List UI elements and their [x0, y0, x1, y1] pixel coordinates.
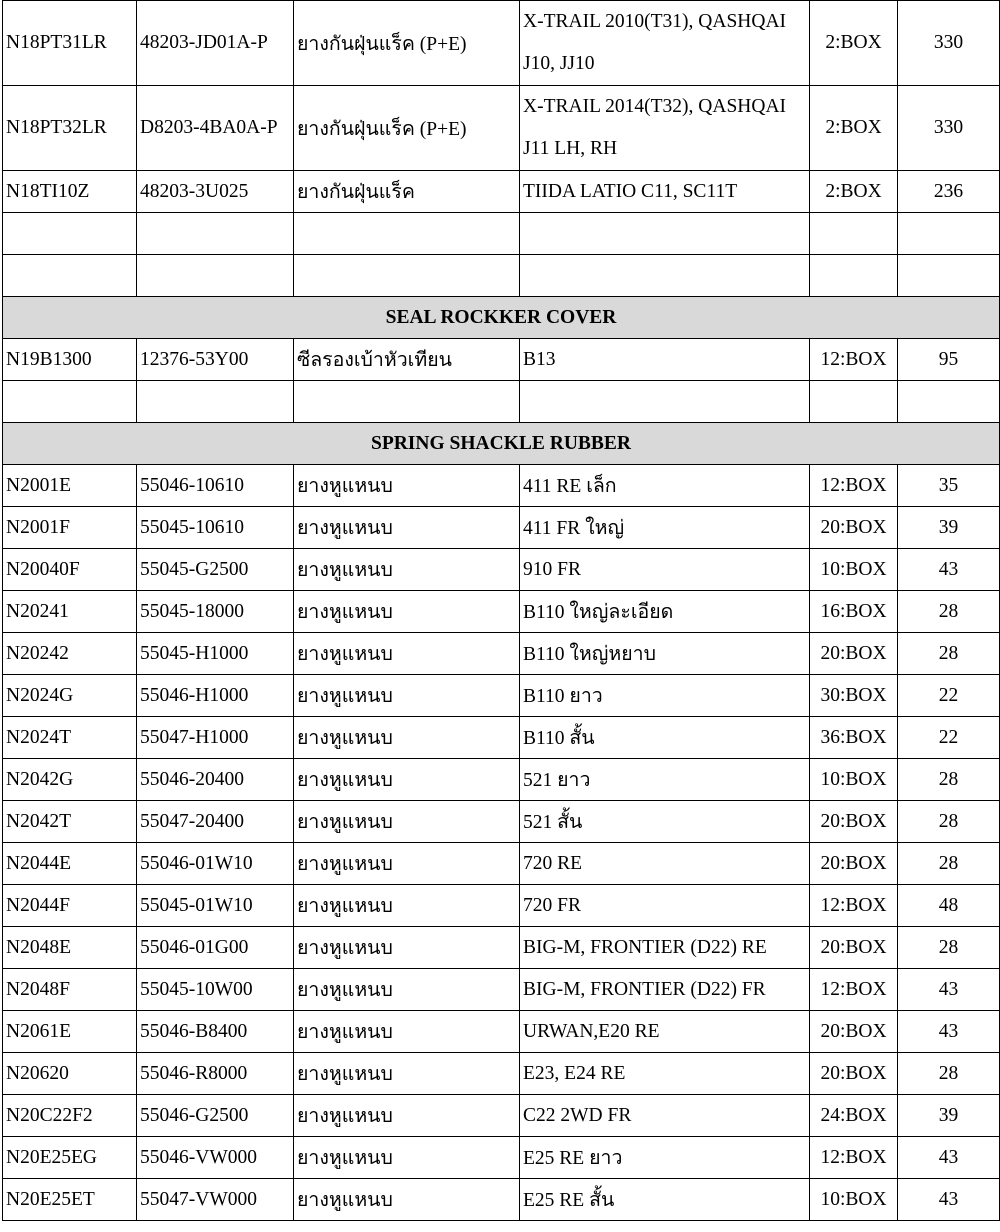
pack-qty-cell: 20:BOX — [810, 843, 898, 885]
part-number-cell: 55045-10610 — [137, 507, 294, 549]
table-row — [3, 339, 1000, 381]
price-cell: 236 — [898, 171, 1000, 213]
part-number-cell: 55047-VW000 — [137, 1179, 294, 1221]
pack-qty-cell: 20:BOX — [810, 1011, 898, 1053]
price-cell: 48 — [898, 885, 1000, 927]
part-code-cell: N18PT32LR — [3, 86, 137, 171]
price-cell: 43 — [898, 969, 1000, 1011]
part-code-cell — [3, 213, 137, 255]
table-row — [3, 969, 1000, 1011]
price-cell: 39 — [898, 1095, 1000, 1137]
part-number-cell: 55046-B8400 — [137, 1011, 294, 1053]
pack-qty-cell: 20:BOX — [810, 1053, 898, 1095]
part-number-cell: D8203-4BA0A-P — [137, 86, 294, 171]
part-number-cell: 12376-53Y00 — [137, 339, 294, 381]
pack-qty-cell: 20:BOX — [810, 801, 898, 843]
part-code-cell: N18PT31LR — [3, 1, 137, 86]
table-row — [3, 1, 1000, 86]
description-cell: ซีลรองเบ้าหัวเทียน — [294, 339, 520, 381]
price-cell: 39 — [898, 507, 1000, 549]
part-code-cell: N2042G — [3, 759, 137, 801]
model-cell: 910 FR — [520, 549, 810, 591]
pack-qty-cell: 20:BOX — [810, 507, 898, 549]
model-cell: BIG-M, FRONTIER (D22) RE — [520, 927, 810, 969]
description-cell: ยางหูแหนบ — [294, 717, 520, 759]
part-number-cell: 55045-G2500 — [137, 549, 294, 591]
description-cell: ยางหูแหนบ — [294, 927, 520, 969]
table-row — [3, 465, 1000, 507]
part-number-cell: 48203-3U025 — [137, 171, 294, 213]
part-code-cell — [3, 255, 137, 297]
part-number-cell: 55046-H1000 — [137, 675, 294, 717]
pack-qty-cell: 16:BOX — [810, 591, 898, 633]
part-code-cell: N18TI10Z — [3, 171, 137, 213]
empty-table-row — [3, 255, 1000, 297]
description-cell: ยางหูแหนบ — [294, 549, 520, 591]
model-cell: E25 RE ยาว — [520, 1137, 810, 1179]
pack-qty-cell: 36:BOX — [810, 717, 898, 759]
model-cell: BIG-M, FRONTIER (D22) FR — [520, 969, 810, 1011]
pack-qty-cell — [810, 381, 898, 423]
price-cell — [898, 213, 1000, 255]
table-row — [3, 885, 1000, 927]
part-number-cell: 55047-H1000 — [137, 717, 294, 759]
part-number-cell: 55046-20400 — [137, 759, 294, 801]
pack-qty-cell: 12:BOX — [810, 339, 898, 381]
price-cell: 330 — [898, 86, 1000, 171]
part-code-cell: N2001F — [3, 507, 137, 549]
description-cell: ยางหูแหนบ — [294, 675, 520, 717]
part-code-cell — [3, 381, 137, 423]
part-code-cell: N20040F — [3, 549, 137, 591]
description-cell: ยางหูแหนบ — [294, 507, 520, 549]
model-cell — [520, 381, 810, 423]
pack-qty-cell: 10:BOX — [810, 549, 898, 591]
part-number-cell: 55045-01W10 — [137, 885, 294, 927]
part-number-cell: 55047-20400 — [137, 801, 294, 843]
part-code-cell: N20C22F2 — [3, 1095, 137, 1137]
table-row — [3, 1095, 1000, 1137]
pack-qty-cell: 10:BOX — [810, 1179, 898, 1221]
section-title: SPRING SHACKLE RUBBER — [3, 423, 1000, 465]
parts-price-table — [2, 0, 1000, 1221]
table-row — [3, 843, 1000, 885]
price-cell: 22 — [898, 717, 1000, 759]
part-number-cell — [137, 381, 294, 423]
description-cell: ยางกันฝุ่นแร็ค (P+E) — [294, 86, 520, 171]
price-cell: 28 — [898, 1053, 1000, 1095]
model-cell: C22 2WD FR — [520, 1095, 810, 1137]
pack-qty-cell: 12:BOX — [810, 465, 898, 507]
part-code-cell: N2024G — [3, 675, 137, 717]
part-code-cell: N20620 — [3, 1053, 137, 1095]
pack-qty-cell: 20:BOX — [810, 633, 898, 675]
parts-table-body — [3, 1, 1000, 1221]
description-cell: ยางหูแหนบ — [294, 1011, 520, 1053]
part-code-cell: N20E25EG — [3, 1137, 137, 1179]
price-cell: 28 — [898, 591, 1000, 633]
pack-qty-cell: 2:BOX — [810, 1, 898, 86]
model-cell: 521 ยาว — [520, 759, 810, 801]
model-cell: B110 ยาว — [520, 675, 810, 717]
table-row — [3, 1011, 1000, 1053]
part-code-cell: N20242 — [3, 633, 137, 675]
part-code-cell: N2001E — [3, 465, 137, 507]
model-cell: 720 RE — [520, 843, 810, 885]
description-cell — [294, 255, 520, 297]
description-cell: ยางหูแหนบ — [294, 885, 520, 927]
model-cell: B110 ใหญ่หยาบ — [520, 633, 810, 675]
part-code-cell: N19B1300 — [3, 339, 137, 381]
model-cell: X-TRAIL 2014(T32), QASHQAI J11 LH, RH — [520, 86, 810, 171]
price-cell: 28 — [898, 759, 1000, 801]
price-cell: 35 — [898, 465, 1000, 507]
description-cell: ยางหูแหนบ — [294, 1137, 520, 1179]
price-cell: 43 — [898, 1137, 1000, 1179]
description-cell — [294, 381, 520, 423]
part-code-cell: N2042T — [3, 801, 137, 843]
empty-table-row — [3, 381, 1000, 423]
price-cell: 43 — [898, 549, 1000, 591]
table-row — [3, 801, 1000, 843]
part-code-cell: N20E25ET — [3, 1179, 137, 1221]
model-cell: E25 RE สั้น — [520, 1179, 810, 1221]
table-row — [3, 507, 1000, 549]
description-cell: ยางหูแหนบ — [294, 591, 520, 633]
part-number-cell: 55046-10610 — [137, 465, 294, 507]
part-number-cell: 55046-01G00 — [137, 927, 294, 969]
description-cell: ยางหูแหนบ — [294, 1179, 520, 1221]
table-row — [3, 1053, 1000, 1095]
price-cell: 28 — [898, 633, 1000, 675]
model-cell: B13 — [520, 339, 810, 381]
pack-qty-cell: 2:BOX — [810, 171, 898, 213]
description-cell: ยางหูแหนบ — [294, 969, 520, 1011]
part-code-cell: N2048F — [3, 969, 137, 1011]
model-cell: B110 ใหญ่ละเอียด — [520, 591, 810, 633]
price-cell: 28 — [898, 927, 1000, 969]
price-cell — [898, 381, 1000, 423]
pack-qty-cell — [810, 213, 898, 255]
description-cell: ยางหูแหนบ — [294, 759, 520, 801]
price-cell: 95 — [898, 339, 1000, 381]
part-code-cell: N2048E — [3, 927, 137, 969]
part-code-cell: N2044F — [3, 885, 137, 927]
table-row — [3, 633, 1000, 675]
description-cell: ยางกันฝุ่นแร็ค — [294, 171, 520, 213]
table-row — [3, 591, 1000, 633]
part-number-cell: 55046-R8000 — [137, 1053, 294, 1095]
part-code-cell: N2061E — [3, 1011, 137, 1053]
price-cell — [898, 255, 1000, 297]
table-row — [3, 549, 1000, 591]
description-cell: ยางหูแหนบ — [294, 633, 520, 675]
pack-qty-cell: 12:BOX — [810, 1137, 898, 1179]
pack-qty-cell: 30:BOX — [810, 675, 898, 717]
table-row — [3, 717, 1000, 759]
table-row — [3, 86, 1000, 171]
model-cell — [520, 255, 810, 297]
part-number-cell — [137, 213, 294, 255]
description-cell — [294, 213, 520, 255]
part-number-cell: 55045-18000 — [137, 591, 294, 633]
price-cell: 330 — [898, 1, 1000, 86]
description-cell: ยางหูแหนบ — [294, 843, 520, 885]
pack-qty-cell: 10:BOX — [810, 759, 898, 801]
section-header-row — [3, 297, 1000, 339]
pack-qty-cell: 2:BOX — [810, 86, 898, 171]
price-cell: 43 — [898, 1179, 1000, 1221]
price-cell: 28 — [898, 843, 1000, 885]
table-row — [3, 675, 1000, 717]
table-row — [3, 171, 1000, 213]
description-cell: ยางหูแหนบ — [294, 1095, 520, 1137]
pack-qty-cell: 24:BOX — [810, 1095, 898, 1137]
table-row — [3, 1137, 1000, 1179]
description-cell: ยางกันฝุ่นแร็ค (P+E) — [294, 1, 520, 86]
model-cell: 411 RE เล็ก — [520, 465, 810, 507]
part-number-cell: 55045-10W00 — [137, 969, 294, 1011]
section-title: SEAL ROCKKER COVER — [3, 297, 1000, 339]
model-cell: TIIDA LATIO C11, SC11T — [520, 171, 810, 213]
pack-qty-cell: 20:BOX — [810, 927, 898, 969]
pack-qty-cell: 12:BOX — [810, 969, 898, 1011]
part-number-cell: 55046-G2500 — [137, 1095, 294, 1137]
part-number-cell — [137, 255, 294, 297]
part-number-cell: 48203-JD01A-P — [137, 1, 294, 86]
part-code-cell: N2024T — [3, 717, 137, 759]
pack-qty-cell: 12:BOX — [810, 885, 898, 927]
table-row — [3, 759, 1000, 801]
description-cell: ยางหูแหนบ — [294, 1053, 520, 1095]
model-cell: E23, E24 RE — [520, 1053, 810, 1095]
part-number-cell: 55046-01W10 — [137, 843, 294, 885]
model-cell: 521 สั้น — [520, 801, 810, 843]
model-cell: URWAN,E20 RE — [520, 1011, 810, 1053]
model-cell: X-TRAIL 2010(T31), QASHQAI J10, JJ10 — [520, 1, 810, 86]
table-row — [3, 1179, 1000, 1221]
description-cell: ยางหูแหนบ — [294, 801, 520, 843]
price-cell: 22 — [898, 675, 1000, 717]
section-header-row — [3, 423, 1000, 465]
pack-qty-cell — [810, 255, 898, 297]
price-cell: 28 — [898, 801, 1000, 843]
part-code-cell: N2044E — [3, 843, 137, 885]
part-number-cell: 55046-VW000 — [137, 1137, 294, 1179]
empty-table-row — [3, 213, 1000, 255]
model-cell — [520, 213, 810, 255]
part-code-cell: N20241 — [3, 591, 137, 633]
description-cell: ยางหูแหนบ — [294, 465, 520, 507]
part-number-cell: 55045-H1000 — [137, 633, 294, 675]
table-row — [3, 927, 1000, 969]
model-cell: 720 FR — [520, 885, 810, 927]
model-cell: B110 สั้น — [520, 717, 810, 759]
model-cell: 411 FR ใหญ่ — [520, 507, 810, 549]
price-cell: 43 — [898, 1011, 1000, 1053]
